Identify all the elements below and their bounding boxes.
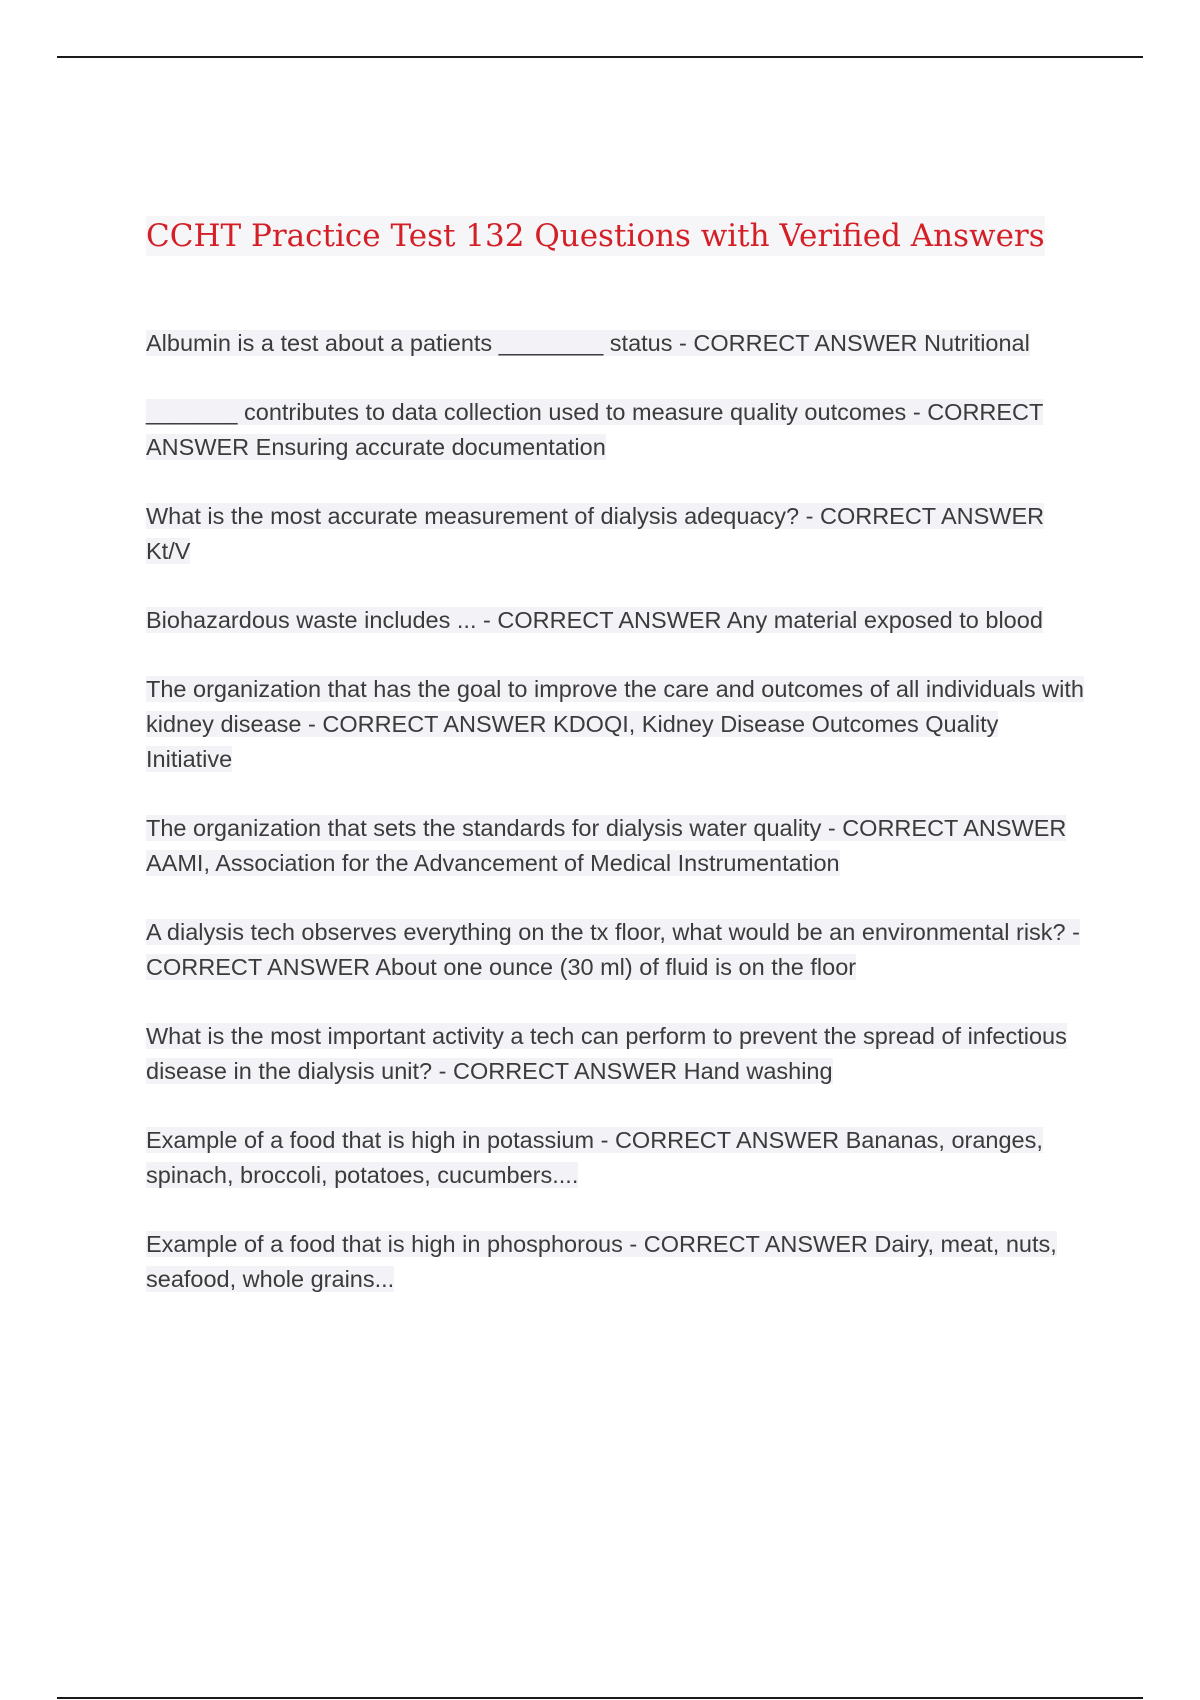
qa-item	[146, 395, 1086, 465]
qa-text: The organization that has the goal to improve the care and outcomes of all individuals with kidney disease - CORRECT ANSWER KDOQI, Kidney Disease Outcomes Quality Initiative	[146, 676, 1084, 772]
qa-item	[146, 1227, 1086, 1297]
document-title: CCHT Practice Test 132 Questions with Verified Answers	[146, 218, 1045, 254]
qa-text: A dialysis tech observes everything on the tx floor, what would be an environmental risk? - CORRECT ANSWER About one ounce (30 ml) of fluid is on the floor	[146, 919, 1080, 980]
top-rule	[57, 56, 1143, 58]
qa-item	[146, 1123, 1086, 1193]
qa-text: _______ contributes to data collection used to measure quality outcomes - CORRECT ANSWER Ensuring accurate documentation	[146, 399, 1044, 460]
qa-text: Biohazardous waste includes ... - CORRECT ANSWER Any material exposed to blood	[146, 607, 1043, 633]
qa-item	[146, 603, 1086, 638]
qa-list	[146, 326, 1086, 1331]
qa-text: What is the most accurate measurement of dialysis adequacy? - CORRECT ANSWER Kt/V	[146, 503, 1045, 564]
qa-item	[146, 1019, 1086, 1089]
qa-text: The organization that sets the standards for dialysis water quality - CORRECT ANSWER AAMI, Association for the Advancement of Medical Instrumentation	[146, 815, 1067, 876]
qa-item	[146, 811, 1086, 881]
qa-text: Albumin is a test about a patients ________ status - CORRECT ANSWER Nutritional	[146, 330, 1030, 356]
bottom-rule	[57, 1697, 1143, 1699]
qa-item	[146, 915, 1086, 985]
qa-item	[146, 499, 1086, 569]
qa-text: Example of a food that is high in phosphorous - CORRECT ANSWER Dairy, meat, nuts, seafood, whole grains...	[146, 1231, 1057, 1292]
qa-item	[146, 326, 1086, 361]
qa-item	[146, 672, 1086, 777]
qa-text: Example of a food that is high in potassium - CORRECT ANSWER Bananas, oranges, spinach, broccoli, potatoes, cucumbers....	[146, 1127, 1043, 1188]
qa-text: What is the most important activity a tech can perform to prevent the spread of infectious disease in the dialysis unit? - CORRECT ANSWER Hand washing	[146, 1023, 1067, 1084]
